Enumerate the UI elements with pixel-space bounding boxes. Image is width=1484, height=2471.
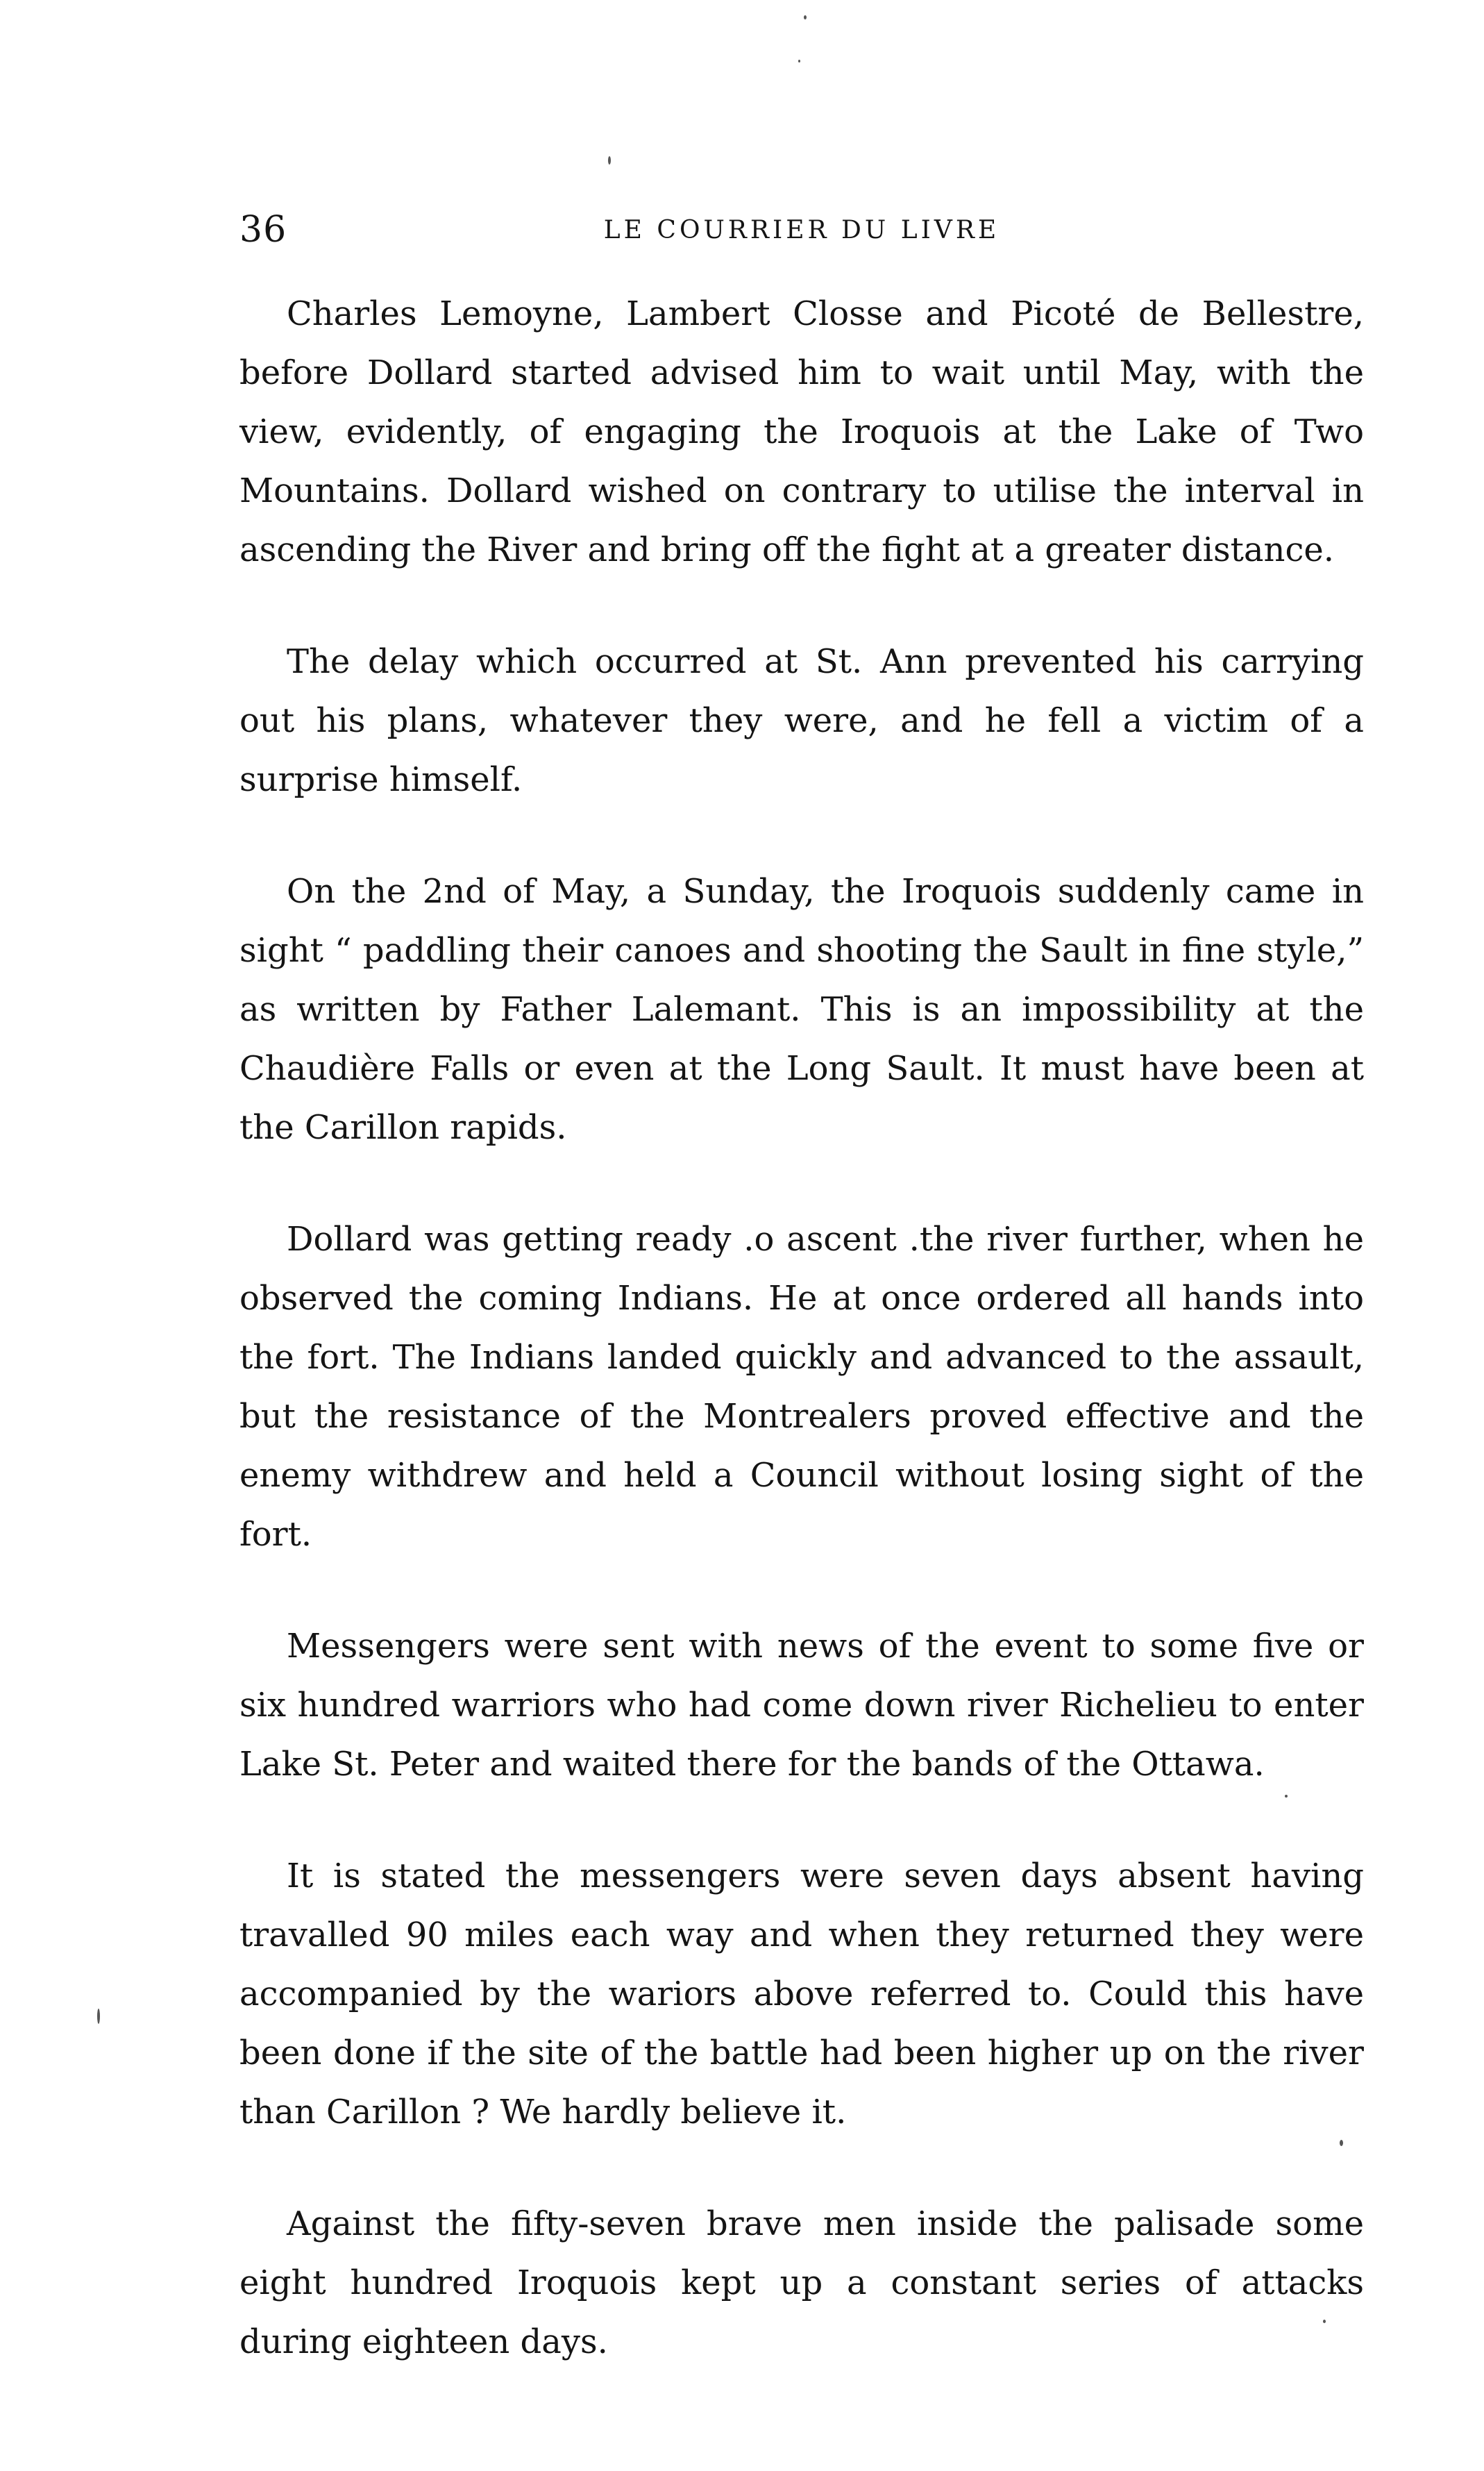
scan-speck: [1285, 1795, 1288, 1798]
page-number: 36: [239, 209, 287, 251]
paragraph-3: On the 2nd of May, a Sunday, the Iroquois suddenly came in sight “ paddling their canoes and shooting the Sault in fine style,” as written by Father Lalemant. This is an impossibility at the Chaudière Falls or even at the Long Sault. It must have been at the Carillon rapids.: [239, 872, 1364, 1147]
scan-speck: [1323, 2320, 1326, 2323]
scan-speck: [97, 2009, 100, 2024]
body-text: [239, 285, 1364, 2372]
scan-speck: [1340, 2140, 1343, 2146]
page-header: [239, 206, 1364, 254]
paragraph-1: Charles Lemoyne, Lambert Closse and Picoté de Bellestre, before Dollard started advised him to wait until May, with the view, evidently, of engaging the Iroquois at the Lake of Two Mountains. Dollard wished on contrary to utilise the interval in ascending the River and bring off the fight at a greater distance.: [239, 294, 1364, 569]
scan-speck: [804, 15, 807, 19]
paragraph-6: It is stated the messengers were seven days absent having travalled 90 miles each way and when they returned they were accompanied by the wariors above referred to. Could this have been done if the site of the battle had been higher up on the river than Carillon ? We hardly believe it.: [239, 1857, 1364, 2131]
paragraph-7: Against the fifty-seven brave men inside the palisade some eight hundred Iroquois kept up a constant series of attacks during eighteen days.: [239, 2204, 1364, 2361]
paragraph-5: Messengers were sent with news of the event to some five or six hundred warriors who had come down river Richelieu to enter Lake St. Peter and waited there for the bands of the Ottawa.: [239, 1627, 1364, 1784]
running-title: LE COURRIER DU LIVRE: [603, 216, 1000, 244]
scan-speck: [608, 156, 611, 165]
paragraph-4: Dollard was getting ready .o ascent .the river further, when he observed the coming Indians. He at once ordered all hands into the fort. The Indians landed quickly and advanced to the assault, but the resistance of the Montrealers proved effective and the enemy withdrew and held a Council without losing sight of the fort.: [239, 1220, 1364, 1554]
paragraph-2: The delay which occurred at St. Ann prevented his carrying out his plans, whatever they were, and he fell a victim of a surprise himself.: [239, 642, 1364, 799]
scan-speck: [798, 60, 800, 62]
